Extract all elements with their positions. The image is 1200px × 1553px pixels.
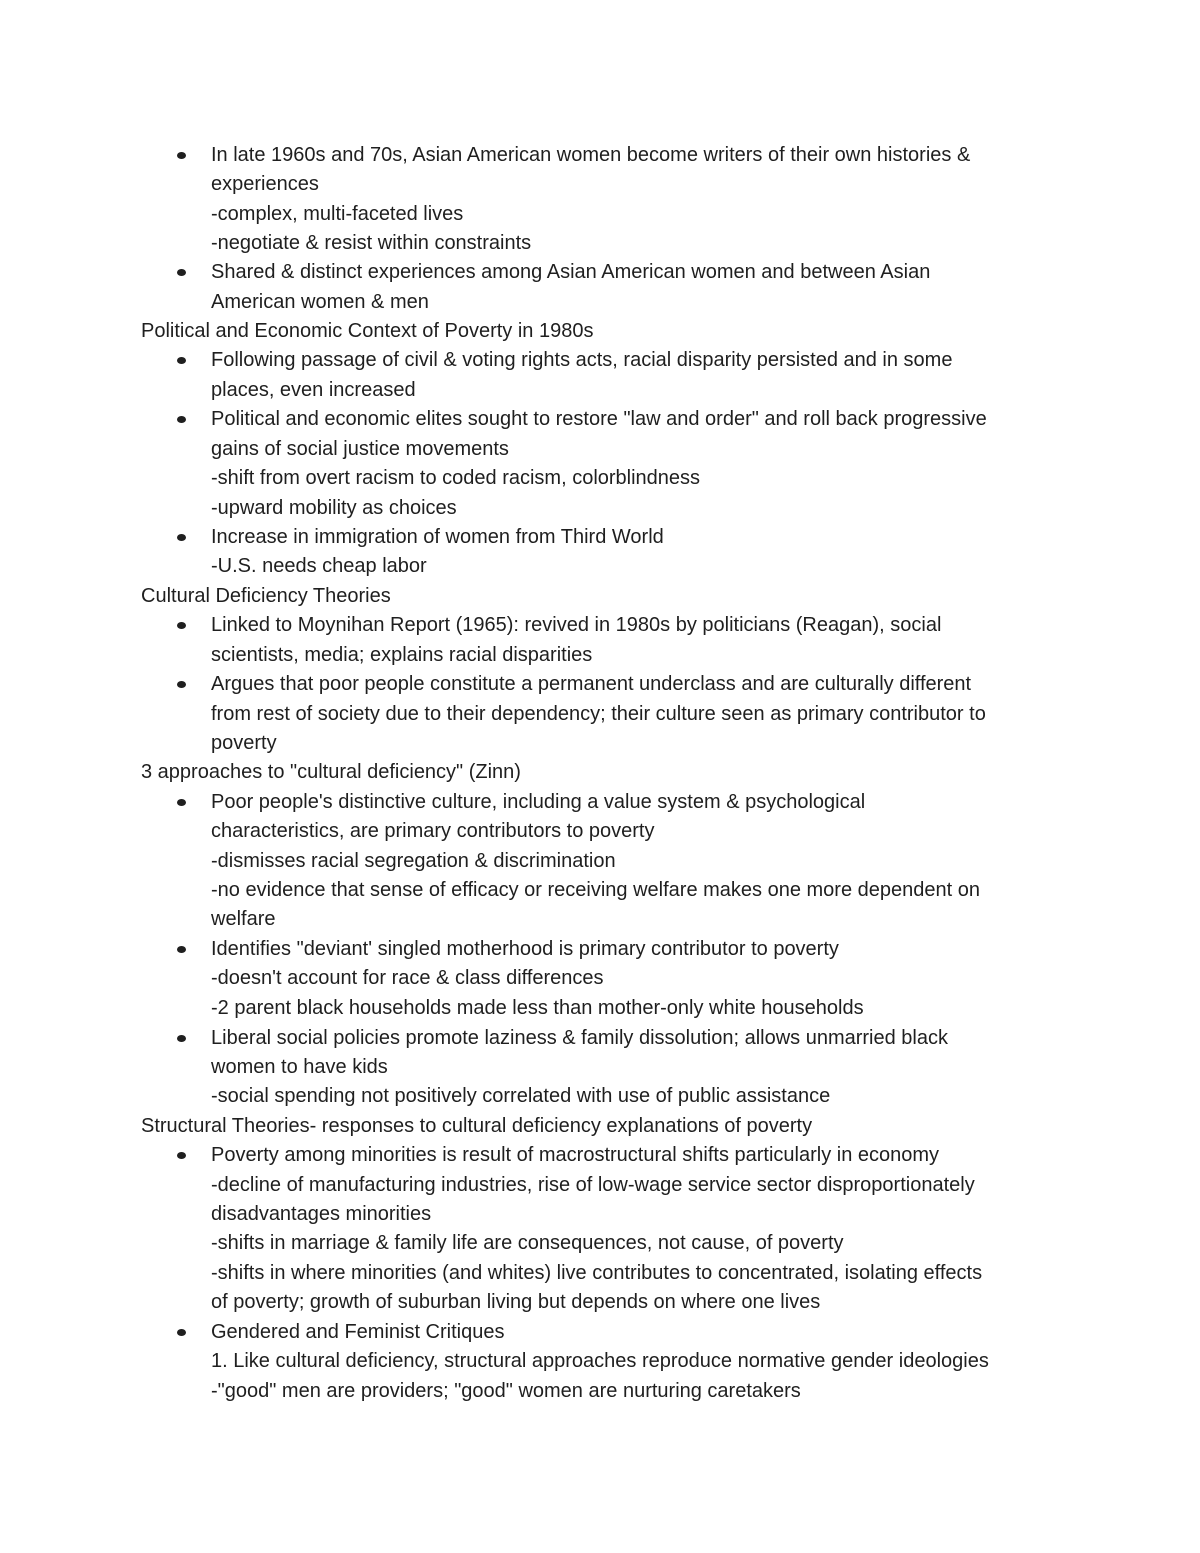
section-heading: Cultural Deficiency Theories	[141, 585, 391, 607]
bullet-text: Shared & distinct experiences among Asian American women and between Asian	[211, 261, 931, 283]
sub-point: -shift from overt racism to coded racism, colorblindness	[211, 467, 701, 489]
section-heading: 3 approaches to "cultural deficiency" (Zinn)	[141, 761, 521, 783]
bullet-icon	[177, 799, 186, 806]
bullet-text: Political and economic elites sought to restore "law and order" and roll back progressive	[211, 408, 987, 430]
bullet-text: gains of social justice movements	[211, 438, 509, 460]
bullet-icon	[177, 416, 186, 423]
sub-point: -dismisses racial segregation & discrimination	[211, 850, 616, 872]
sub-point: welfare	[211, 908, 276, 930]
section-heading: Structural Theories- responses to cultural deficiency explanations of poverty	[141, 1115, 813, 1137]
sub-point: -complex, multi-faceted lives	[211, 203, 464, 225]
bullet-text: from rest of society due to their dependency; their culture seen as primary contributor to	[211, 703, 986, 725]
sub-point: -no evidence that sense of efficacy or receiving welfare makes one more dependent on	[211, 879, 980, 901]
bullet-text: experiences	[211, 173, 319, 195]
bullet-icon	[177, 152, 186, 159]
bullet-text: In late 1960s and 70s, Asian American women become writers of their own histories &	[211, 144, 971, 166]
sub-point: -2 parent black households made less than mother-only white households	[211, 997, 864, 1019]
bullet-text: women to have kids	[211, 1056, 388, 1078]
bullet-icon	[177, 357, 186, 364]
bullet-text: scientists, media; explains racial disparities	[211, 644, 593, 666]
sub-point: disadvantages minorities	[211, 1203, 432, 1225]
sub-point: -negotiate & resist within constraints	[211, 232, 532, 254]
bullet-text: Following passage of civil & voting rights acts, racial disparity persisted and in some	[211, 349, 953, 371]
bullet-text: poverty	[211, 732, 277, 754]
bullet-text: Linked to Moynihan Report (1965): revived in 1980s by politicians (Reagan), social	[211, 614, 942, 636]
sub-point: -decline of manufacturing industries, rise of low-wage service sector disproportionately	[211, 1174, 975, 1196]
bullet-text: Identifies "deviant' singled motherhood is primary contributor to poverty	[211, 938, 839, 960]
sub-point: 1. Like cultural deficiency, structural approaches reproduce normative gender ideologies	[211, 1350, 989, 1372]
bullet-icon	[177, 622, 186, 629]
bullet-icon	[177, 1329, 186, 1336]
sub-point: -"good" men are providers; "good" women are nurturing caretakers	[211, 1380, 801, 1402]
bullet-icon	[177, 534, 186, 541]
bullet-text: Argues that poor people constitute a permanent underclass and are culturally different	[211, 673, 972, 695]
bullet-text: Increase in immigration of women from Third World	[211, 526, 664, 548]
sub-point: -social spending not positively correlated with use of public assistance	[211, 1085, 831, 1107]
sub-point: -shifts in marriage & family life are consequences, not cause, of poverty	[211, 1232, 844, 1254]
bullet-text: Gendered and Feminist Critiques	[211, 1321, 505, 1343]
bullet-text: American women & men	[211, 291, 429, 313]
bullet-icon	[177, 269, 186, 276]
bullet-icon	[177, 946, 186, 953]
bullet-icon	[177, 1152, 186, 1159]
sub-point: -shifts in where minorities (and whites) live contributes to concentrated, isolating effects	[211, 1262, 983, 1284]
bullet-text: Poverty among minorities is result of macrostructural shifts particularly in economy	[211, 1144, 940, 1166]
sub-point: -doesn't account for race & class differences	[211, 967, 604, 989]
bullet-text: characteristics, are primary contributors to poverty	[211, 820, 655, 842]
sub-point: -U.S. needs cheap labor	[211, 555, 427, 577]
bullet-icon	[177, 1035, 186, 1042]
bullet-text: Liberal social policies promote laziness & family dissolution; allows unmarried black	[211, 1027, 948, 1049]
bullet-icon	[177, 681, 186, 688]
sub-point: of poverty; growth of suburban living but depends on where one lives	[211, 1291, 821, 1313]
bullet-text: Poor people's distinctive culture, including a value system & psychological	[211, 791, 866, 813]
section-heading: Political and Economic Context of Poverty in 1980s	[141, 320, 594, 342]
bullet-text: places, even increased	[211, 379, 416, 401]
sub-point: -upward mobility as choices	[211, 497, 457, 519]
